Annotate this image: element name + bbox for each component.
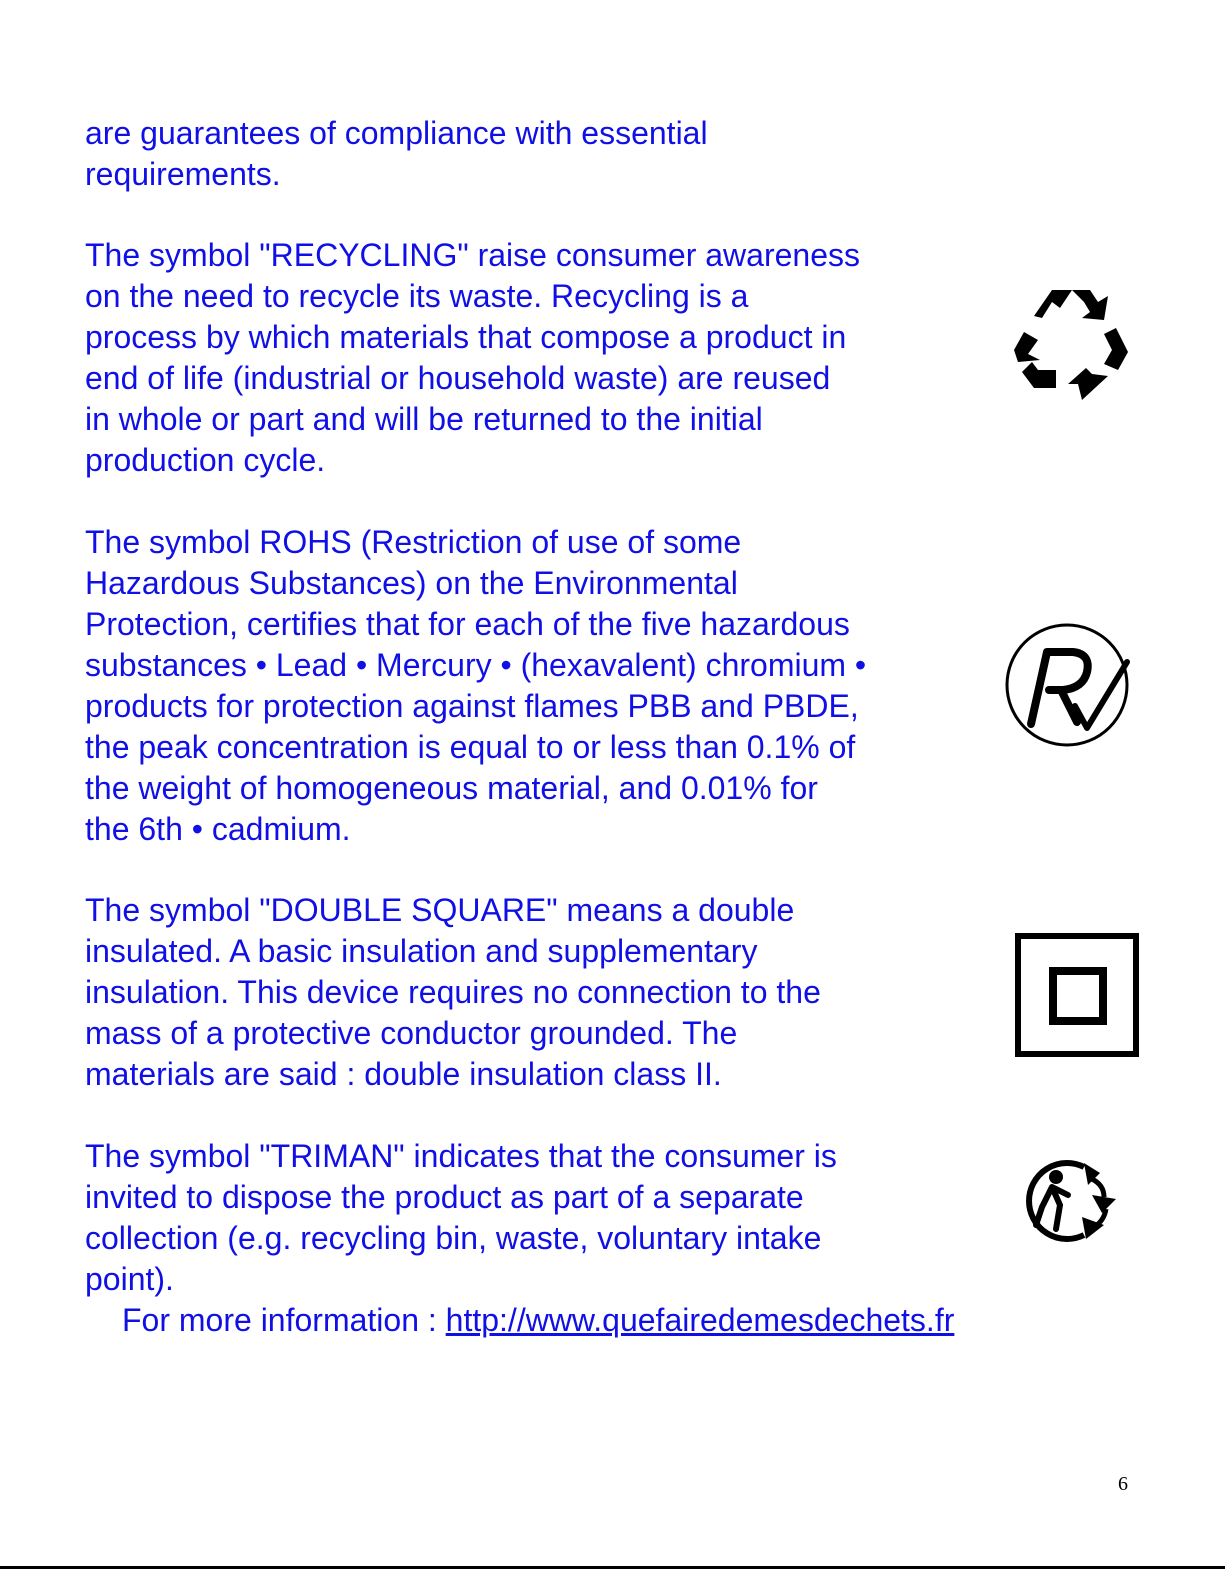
- more-information-label: For more information :: [122, 1302, 446, 1338]
- text-line: process by which materials that compose a product in: [85, 319, 847, 355]
- text-line: mass of a protective conductor grounded. The: [85, 1015, 738, 1051]
- text-line: collection (e.g. recycling bin, waste, voluntary intake: [85, 1220, 822, 1256]
- page-bottom-rule: [0, 1566, 1225, 1569]
- more-information: [122, 1300, 954, 1341]
- text-line: The symbol "RECYCLING" raise consumer awareness: [85, 237, 860, 273]
- text-line: substances • Lead • Mercury • (hexavalent) chromium •: [85, 647, 867, 683]
- paragraph-intro: [85, 113, 708, 195]
- text-line: Protection, certifies that for each of the five hazardous: [85, 606, 850, 642]
- double-square-icon: [1015, 933, 1139, 1057]
- text-line: The symbol "TRIMAN" indicates that the consumer is: [85, 1138, 837, 1174]
- paragraph-triman: [85, 1136, 837, 1300]
- rohs-icon: [1003, 622, 1131, 748]
- text-line: The symbol ROHS (Restriction of use of some: [85, 524, 742, 560]
- text-line: on the need to recycle its waste. Recycling is a: [85, 278, 749, 314]
- text-line: products for protection against flames PBB and PBDE,: [85, 688, 859, 724]
- page-number: 6: [1118, 1473, 1128, 1495]
- text-line: point).: [85, 1261, 174, 1297]
- text-line: the weight of homogeneous material, and 0.01% for: [85, 770, 818, 806]
- text-line: materials are said : double insulation class II.: [85, 1056, 722, 1092]
- text-line: requirements.: [85, 156, 281, 192]
- text-line: production cycle.: [85, 442, 326, 478]
- text-line: the 6th • cadmium.: [85, 811, 351, 847]
- paragraph-recycling: [85, 235, 860, 481]
- more-information-link[interactable]: http://www.quefairedemesdechets.fr: [445, 1302, 955, 1338]
- text-line: insulated. A basic insulation and supplementary: [85, 933, 758, 969]
- text-line: The symbol "DOUBLE SQUARE" means a double: [85, 892, 795, 928]
- text-line: end of life (industrial or household waste) are reused: [85, 360, 831, 396]
- text-line: the peak concentration is equal to or less than 0.1% of: [85, 729, 856, 765]
- paragraph-rohs: [85, 522, 866, 850]
- triman-icon: [1022, 1155, 1120, 1245]
- text-line: Hazardous Substances) on the Environmental: [85, 565, 738, 601]
- text-line: insulation. This device requires no connection to the: [85, 974, 821, 1010]
- text-line: are guarantees of compliance with essential: [85, 115, 708, 151]
- text-line: invited to dispose the product as part of a separate: [85, 1179, 804, 1215]
- text-line: in whole or part and will be returned to the initial: [85, 401, 763, 437]
- recycling-icon: [1012, 288, 1130, 402]
- paragraph-double-square: [85, 890, 821, 1095]
